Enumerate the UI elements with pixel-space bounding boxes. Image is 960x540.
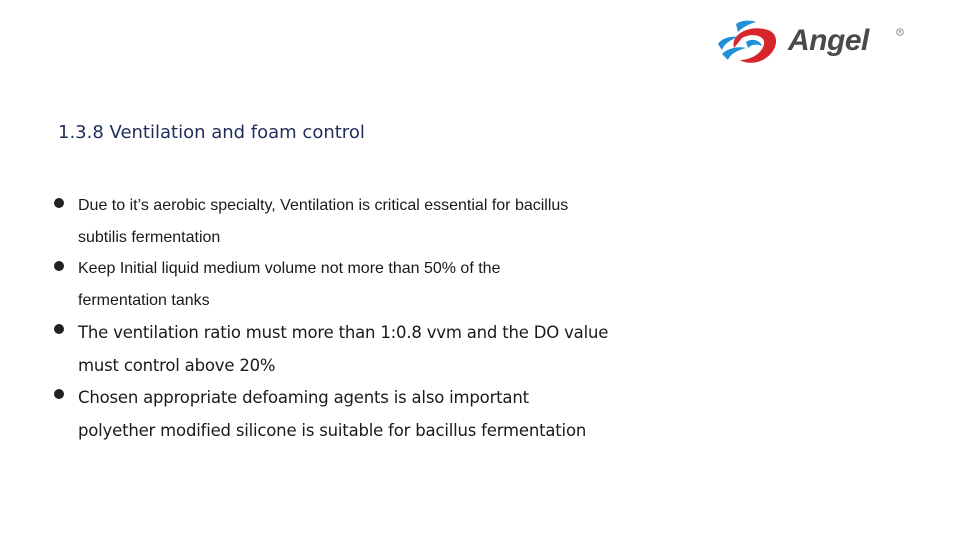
angel-swirl-icon xyxy=(716,18,796,74)
bullet-line: Chosen appropriate defoaming agents is also important xyxy=(78,388,529,407)
bullet-line: fermentation tanks xyxy=(78,292,210,309)
bullet-item-ventilation-aerobic xyxy=(54,190,608,254)
logo-wordmark: Angel xyxy=(788,24,869,57)
bullet-item-liquid-volume xyxy=(54,253,608,317)
svg-text:R: R xyxy=(898,30,902,36)
bullet-dot-icon xyxy=(54,261,64,271)
bullet-list xyxy=(54,190,608,446)
section-title: 1.3.8 Ventilation and foam control xyxy=(58,122,365,143)
registered-mark-icon xyxy=(896,28,904,36)
bullet-line: subtilis fermentation xyxy=(78,229,221,246)
bullet-line: Due to it’s aerobic specialty, Ventilation is critical essential for bacillus xyxy=(78,197,569,214)
bullet-item-defoaming-agents xyxy=(54,381,608,447)
bullet-line: must control above 20% xyxy=(78,356,276,375)
bullet-dot-icon xyxy=(54,389,64,399)
bullet-dot-icon xyxy=(54,198,64,208)
bullet-dot-icon xyxy=(54,324,64,334)
bullet-line: polyether modified silicone is suitable for bacillus fermentation xyxy=(78,421,587,440)
bullet-line: Keep Initial liquid medium volume not more than 50% of the xyxy=(78,260,501,277)
bullet-line: The ventilation ratio must more than 1:0.8 vvm and the DO value xyxy=(78,323,609,342)
angel-logo xyxy=(716,18,906,74)
bullet-item-ventilation-ratio xyxy=(54,316,608,382)
